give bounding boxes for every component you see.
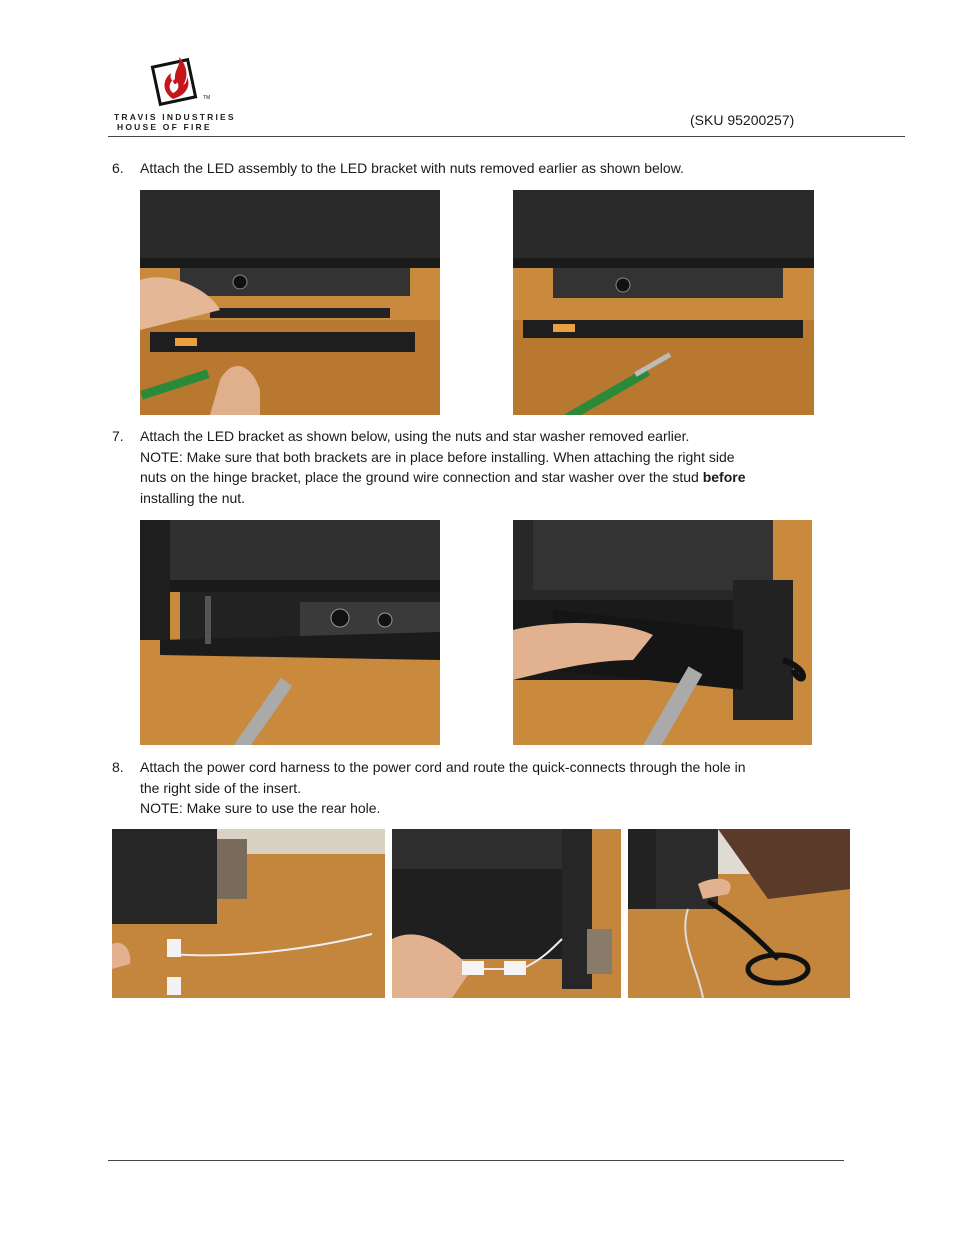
step-7-text: [140, 426, 840, 508]
footer-rule: [108, 1160, 844, 1161]
step-7-line-4: installing the nut.: [140, 489, 246, 506]
logo-line-2: HOUSE OF FIRE: [117, 122, 212, 132]
step-7-line-3: [140, 467, 840, 488]
step-7-line-1: Attach the LED bracket as shown below, using the nuts and star washer removed earlier.: [140, 428, 690, 444]
step-7-line-3-text: nuts on the hinge bracket, place the ground wire connection and star washer over the stud: [140, 469, 699, 485]
logo-line-1: TRAVIS INDUSTRIES: [114, 112, 236, 122]
sku-label: (SKU 95200257): [690, 112, 795, 128]
step-6-number: 6.: [112, 160, 124, 176]
logo-text: [114, 112, 236, 132]
step-8-line-3: NOTE: Make sure to use the rear hole.: [140, 800, 381, 816]
photo-power-cord-3: [628, 829, 850, 998]
photo-power-cord-2: [392, 829, 621, 998]
step-6-line-1: Attach the LED assembly to the LED bracket with nuts removed earlier as shown below.: [140, 160, 684, 176]
header-rule: [108, 136, 905, 137]
step-8-line-2: the right side of the insert.: [140, 779, 302, 796]
photo-led-bracket-1: [140, 520, 440, 745]
step-7-number: 7.: [112, 428, 124, 444]
step-7-bold-word: before: [702, 469, 746, 485]
step-8-line-1: Attach the power cord harness to the power cord and route the quick-connects through the hole in: [140, 759, 746, 775]
step-6-text: [140, 158, 840, 179]
photo-led-bracket-2: [513, 520, 812, 745]
step-8-text: [140, 757, 840, 819]
photo-led-assembly-2: [513, 190, 814, 415]
photo-led-assembly-1: [140, 190, 440, 415]
photo-power-cord-1: [112, 829, 385, 998]
trademark: TM: [203, 95, 211, 101]
step-7-line-2: NOTE: Make sure that both brackets are in place before installing. When attaching the right side: [140, 448, 735, 465]
step-8-number: 8.: [112, 759, 124, 775]
